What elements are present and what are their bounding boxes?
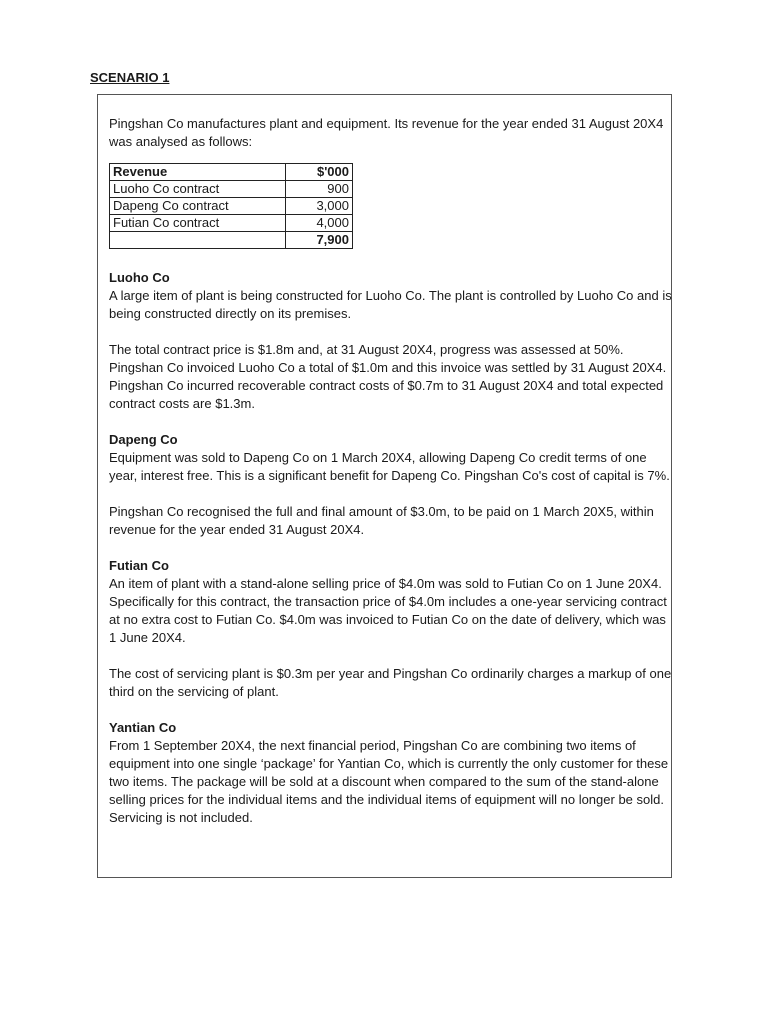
table-total-label (110, 232, 286, 249)
table-cell-label: Luoho Co contract (110, 181, 286, 198)
table-row (110, 181, 353, 198)
section-paragraph: The cost of servicing plant is $0.3m per year and Pingshan Co ordinarily charges a markup of one third on the servicing of plant. (109, 666, 672, 699)
table-total-amount: 7,900 (285, 232, 352, 249)
section-heading: Yantian Co (109, 720, 177, 735)
scenario-box (97, 94, 672, 878)
table-cell-amount: 4,000 (285, 215, 352, 232)
section-paragraph: A large item of plant is being constructed for Luoho Co. The plant is controlled by Luoho Co and is being constructed directly on its premises. (109, 288, 672, 321)
section-futian (109, 557, 671, 701)
section-paragraph: Equipment was sold to Dapeng Co on 1 March 20X4, allowing Dapeng Co credit terms of one year, interest free. This is a significant benefit for Dapeng Co. Pingshan Co's cost of capital is 7%. (109, 450, 670, 483)
section-heading: Futian Co (109, 558, 169, 573)
table-cell-amount: 3,000 (285, 198, 352, 215)
table-cell-label: Dapeng Co contract (110, 198, 286, 215)
section-dapeng (109, 431, 671, 539)
section-paragraph: From 1 September 20X4, the next financial period, Pingshan Co are combining two items of equipment into one single ‘package’ for Yantian Co, which is currently the only customer for these two items. The package will be sold at a discount when compared to the sum of the stand-alone selling prices for the individual items and the individual items of equipment will no longer be sold. Servicing is not included. (109, 738, 669, 825)
section-paragraph: An item of plant with a stand-alone selling price of $4.0m was sold to Futian Co on 1 June 20X4. Specifically for this contract, the transaction price of $4.0m includes a one-year servicing contract at no extra cost to Futian Co. $4.0m was invoiced to Futian Co on the date of delivery, which was 1 June 20X4. (109, 576, 667, 645)
table-row (110, 198, 353, 215)
table-cell-amount: 900 (285, 181, 352, 198)
table-header-amount: $'000 (285, 164, 352, 181)
section-luoho (109, 269, 671, 413)
section-yantian (109, 719, 671, 827)
section-heading: Dapeng Co (109, 432, 178, 447)
table-header-row (110, 164, 353, 181)
section-paragraph: Pingshan Co recognised the full and final amount of $3.0m, to be paid on 1 March 20X5, within revenue for the year ended 31 August 20X4. (109, 504, 654, 537)
scenario-heading: SCENARIO 1 (90, 70, 170, 85)
table-total-row (110, 232, 353, 249)
table-header-revenue: Revenue (110, 164, 286, 181)
intro-paragraph: Pingshan Co manufactures plant and equipment. Its revenue for the year ended 31 August 20X4 was analysed as follows: (109, 116, 664, 149)
section-heading: Luoho Co (109, 270, 170, 285)
section-paragraph: The total contract price is $1.8m and, at 31 August 20X4, progress was assessed at 50%. Pingshan Co invoiced Luoho Co a total of $1.0m and this invoice was settled by 31 August 20X4. Pingshan Co incurred recoverable contract costs of $0.7m to 31 August 20X4 and total expected contract costs are $1.3m. (109, 342, 667, 411)
table-cell-label: Futian Co contract (110, 215, 286, 232)
revenue-table (109, 163, 353, 249)
table-row (110, 215, 353, 232)
